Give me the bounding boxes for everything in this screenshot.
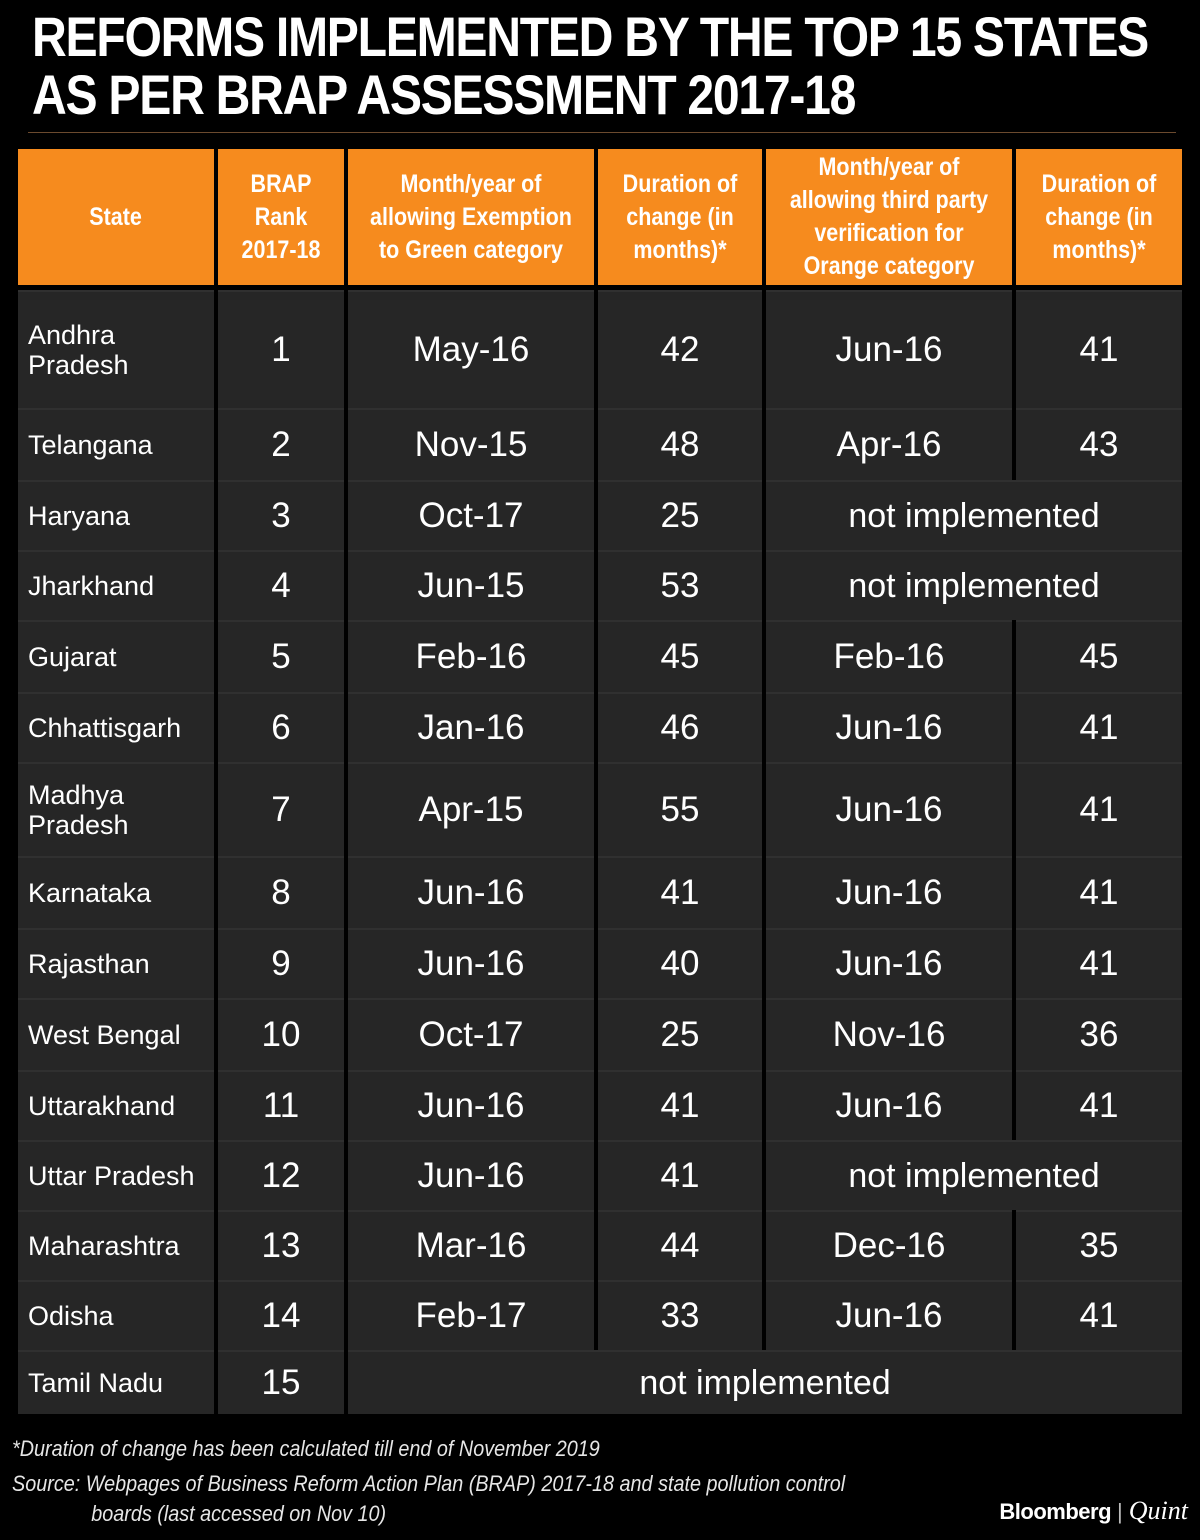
cell-not-implemented: not implemented bbox=[766, 1140, 1182, 1210]
cell-rank: 6 bbox=[218, 692, 344, 762]
cell-orange-month: Nov-16 bbox=[766, 998, 1012, 1070]
cell-green-duration: 55 bbox=[598, 762, 762, 856]
cell-rank: 8 bbox=[218, 856, 344, 928]
cell-orange-month: Dec-16 bbox=[766, 1210, 1012, 1280]
cell-orange-month: Jun-16 bbox=[766, 290, 1012, 408]
footnote: *Duration of change has been calculated till end of November 2019 bbox=[12, 1436, 600, 1461]
cell-not-implemented: not implemented bbox=[766, 550, 1182, 620]
cell-green-duration: 45 bbox=[598, 620, 762, 692]
chart-title bbox=[32, 5, 1148, 126]
cell-rank: 7 bbox=[218, 762, 344, 856]
reforms-table bbox=[14, 149, 1186, 1414]
source-label: Source: bbox=[12, 1471, 81, 1496]
cell-green-month: Nov-15 bbox=[348, 408, 594, 480]
cell-state: Haryana bbox=[18, 480, 214, 550]
cell-green-month: Feb-17 bbox=[348, 1280, 594, 1350]
cell-green-duration: 53 bbox=[598, 550, 762, 620]
cell-green-duration: 40 bbox=[598, 928, 762, 998]
cell-rank: 2 bbox=[218, 408, 344, 480]
cell-not-implemented: not implemented bbox=[348, 1350, 1182, 1414]
cell-orange-duration: 41 bbox=[1016, 762, 1182, 856]
cell-green-duration: 41 bbox=[598, 1070, 762, 1140]
table-body bbox=[18, 290, 1182, 1414]
cell-state: Madhya Pradesh bbox=[18, 762, 214, 856]
table-row bbox=[18, 1210, 1182, 1280]
source-line-2: boards (last accessed on Nov 10) bbox=[91, 1501, 387, 1526]
brand-primary: Bloomberg bbox=[999, 1499, 1112, 1524]
table-row bbox=[18, 480, 1182, 550]
header-state: State bbox=[18, 149, 214, 290]
cell-orange-month: Jun-16 bbox=[766, 1280, 1012, 1350]
brand-logo bbox=[999, 1496, 1188, 1526]
cell-state: Maharashtra bbox=[18, 1210, 214, 1280]
cell-rank: 9 bbox=[218, 928, 344, 998]
cell-state: Uttar Pradesh bbox=[18, 1140, 214, 1210]
title-line-2: AS PER BRAP ASSESSMENT 2017-18 bbox=[32, 63, 856, 126]
table-row bbox=[18, 1280, 1182, 1350]
cell-orange-month: Jun-16 bbox=[766, 1070, 1012, 1140]
table-row bbox=[18, 998, 1182, 1070]
cell-state: Telangana bbox=[18, 408, 214, 480]
cell-green-duration: 48 bbox=[598, 408, 762, 480]
cell-green-month: Apr-15 bbox=[348, 762, 594, 856]
header-rank: BRAP Rank 2017-18 bbox=[218, 149, 344, 290]
cell-green-month: Jun-16 bbox=[348, 1140, 594, 1210]
header-orange-duration: Duration of change (in months)* bbox=[1016, 149, 1182, 290]
cell-green-month: Jun-16 bbox=[348, 856, 594, 928]
cell-state: Karnataka bbox=[18, 856, 214, 928]
header-green-month: Month/year of allowing Exemption to Green category bbox=[348, 149, 594, 290]
cell-orange-month: Jun-16 bbox=[766, 928, 1012, 998]
cell-green-month: Feb-16 bbox=[348, 620, 594, 692]
header-row bbox=[18, 149, 1182, 290]
brand-secondary: Quint bbox=[1128, 1496, 1188, 1525]
cell-green-duration: 25 bbox=[598, 998, 762, 1070]
cell-orange-month: Feb-16 bbox=[766, 620, 1012, 692]
cell-green-month: Oct-17 bbox=[348, 480, 594, 550]
cell-green-month: Jun-16 bbox=[348, 1070, 594, 1140]
cell-green-duration: 33 bbox=[598, 1280, 762, 1350]
header-green-duration: Duration of change (in months)* bbox=[598, 149, 762, 290]
table-row bbox=[18, 762, 1182, 856]
cell-orange-duration: 41 bbox=[1016, 692, 1182, 762]
table-row bbox=[18, 856, 1182, 928]
source-note bbox=[12, 1469, 930, 1529]
table-row bbox=[18, 1140, 1182, 1210]
cell-rank: 3 bbox=[218, 480, 344, 550]
cell-green-month: Mar-16 bbox=[348, 1210, 594, 1280]
cell-green-month: Jun-15 bbox=[348, 550, 594, 620]
cell-state: Uttarakhand bbox=[18, 1070, 214, 1140]
table-row bbox=[18, 692, 1182, 762]
cell-green-duration: 41 bbox=[598, 1140, 762, 1210]
source-line-1: Webpages of Business Reform Action Plan (BRAP) 2017-18 and state pollution control bbox=[85, 1471, 846, 1496]
title-line-1: REFORMS IMPLEMENTED BY THE TOP 15 STATES bbox=[32, 5, 1148, 68]
cell-state: Jharkhand bbox=[18, 550, 214, 620]
cell-orange-duration: 41 bbox=[1016, 290, 1182, 408]
cell-orange-month: Apr-16 bbox=[766, 408, 1012, 480]
brand-separator: | bbox=[1117, 1499, 1123, 1524]
table-row bbox=[18, 620, 1182, 692]
cell-green-duration: 41 bbox=[598, 856, 762, 928]
cell-orange-duration: 41 bbox=[1016, 1070, 1182, 1140]
cell-not-implemented: not implemented bbox=[766, 480, 1182, 550]
cell-orange-duration: 36 bbox=[1016, 998, 1182, 1070]
cell-rank: 10 bbox=[218, 998, 344, 1070]
table-row bbox=[18, 928, 1182, 998]
cell-rank: 14 bbox=[218, 1280, 344, 1350]
cell-state: Gujarat bbox=[18, 620, 214, 692]
cell-orange-duration: 41 bbox=[1016, 856, 1182, 928]
cell-state: Odisha bbox=[18, 1280, 214, 1350]
cell-rank: 4 bbox=[218, 550, 344, 620]
cell-orange-month: Jun-16 bbox=[766, 692, 1012, 762]
cell-green-duration: 46 bbox=[598, 692, 762, 762]
cell-green-month: Jan-16 bbox=[348, 692, 594, 762]
cell-orange-duration: 43 bbox=[1016, 408, 1182, 480]
cell-rank: 12 bbox=[218, 1140, 344, 1210]
cell-rank: 11 bbox=[218, 1070, 344, 1140]
table-row bbox=[18, 550, 1182, 620]
cell-orange-duration: 45 bbox=[1016, 620, 1182, 692]
header-orange-month: Month/year of allowing third party verification for Orange category bbox=[766, 149, 1012, 290]
cell-green-month: May-16 bbox=[348, 290, 594, 408]
table-row bbox=[18, 290, 1182, 408]
cell-orange-duration: 41 bbox=[1016, 1280, 1182, 1350]
cell-state: Rajasthan bbox=[18, 928, 214, 998]
cell-rank: 5 bbox=[218, 620, 344, 692]
cell-state: West Bengal bbox=[18, 998, 214, 1070]
cell-green-duration: 42 bbox=[598, 290, 762, 408]
cell-state: Tamil Nadu bbox=[18, 1350, 214, 1414]
table-row bbox=[18, 408, 1182, 480]
cell-rank: 13 bbox=[218, 1210, 344, 1280]
title-divider bbox=[28, 132, 1176, 133]
cell-orange-month: Jun-16 bbox=[766, 856, 1012, 928]
cell-orange-duration: 35 bbox=[1016, 1210, 1182, 1280]
cell-orange-month: Jun-16 bbox=[766, 762, 1012, 856]
cell-green-month: Oct-17 bbox=[348, 998, 594, 1070]
table-row bbox=[18, 1070, 1182, 1140]
cell-green-duration: 25 bbox=[598, 480, 762, 550]
cell-state: Chhattisgarh bbox=[18, 692, 214, 762]
cell-orange-duration: 41 bbox=[1016, 928, 1182, 998]
cell-green-month: Jun-16 bbox=[348, 928, 594, 998]
cell-state: Andhra Pradesh bbox=[18, 290, 214, 408]
table-row bbox=[18, 1350, 1182, 1414]
cell-rank: 1 bbox=[218, 290, 344, 408]
cell-rank: 15 bbox=[218, 1350, 344, 1414]
cell-green-duration: 44 bbox=[598, 1210, 762, 1280]
